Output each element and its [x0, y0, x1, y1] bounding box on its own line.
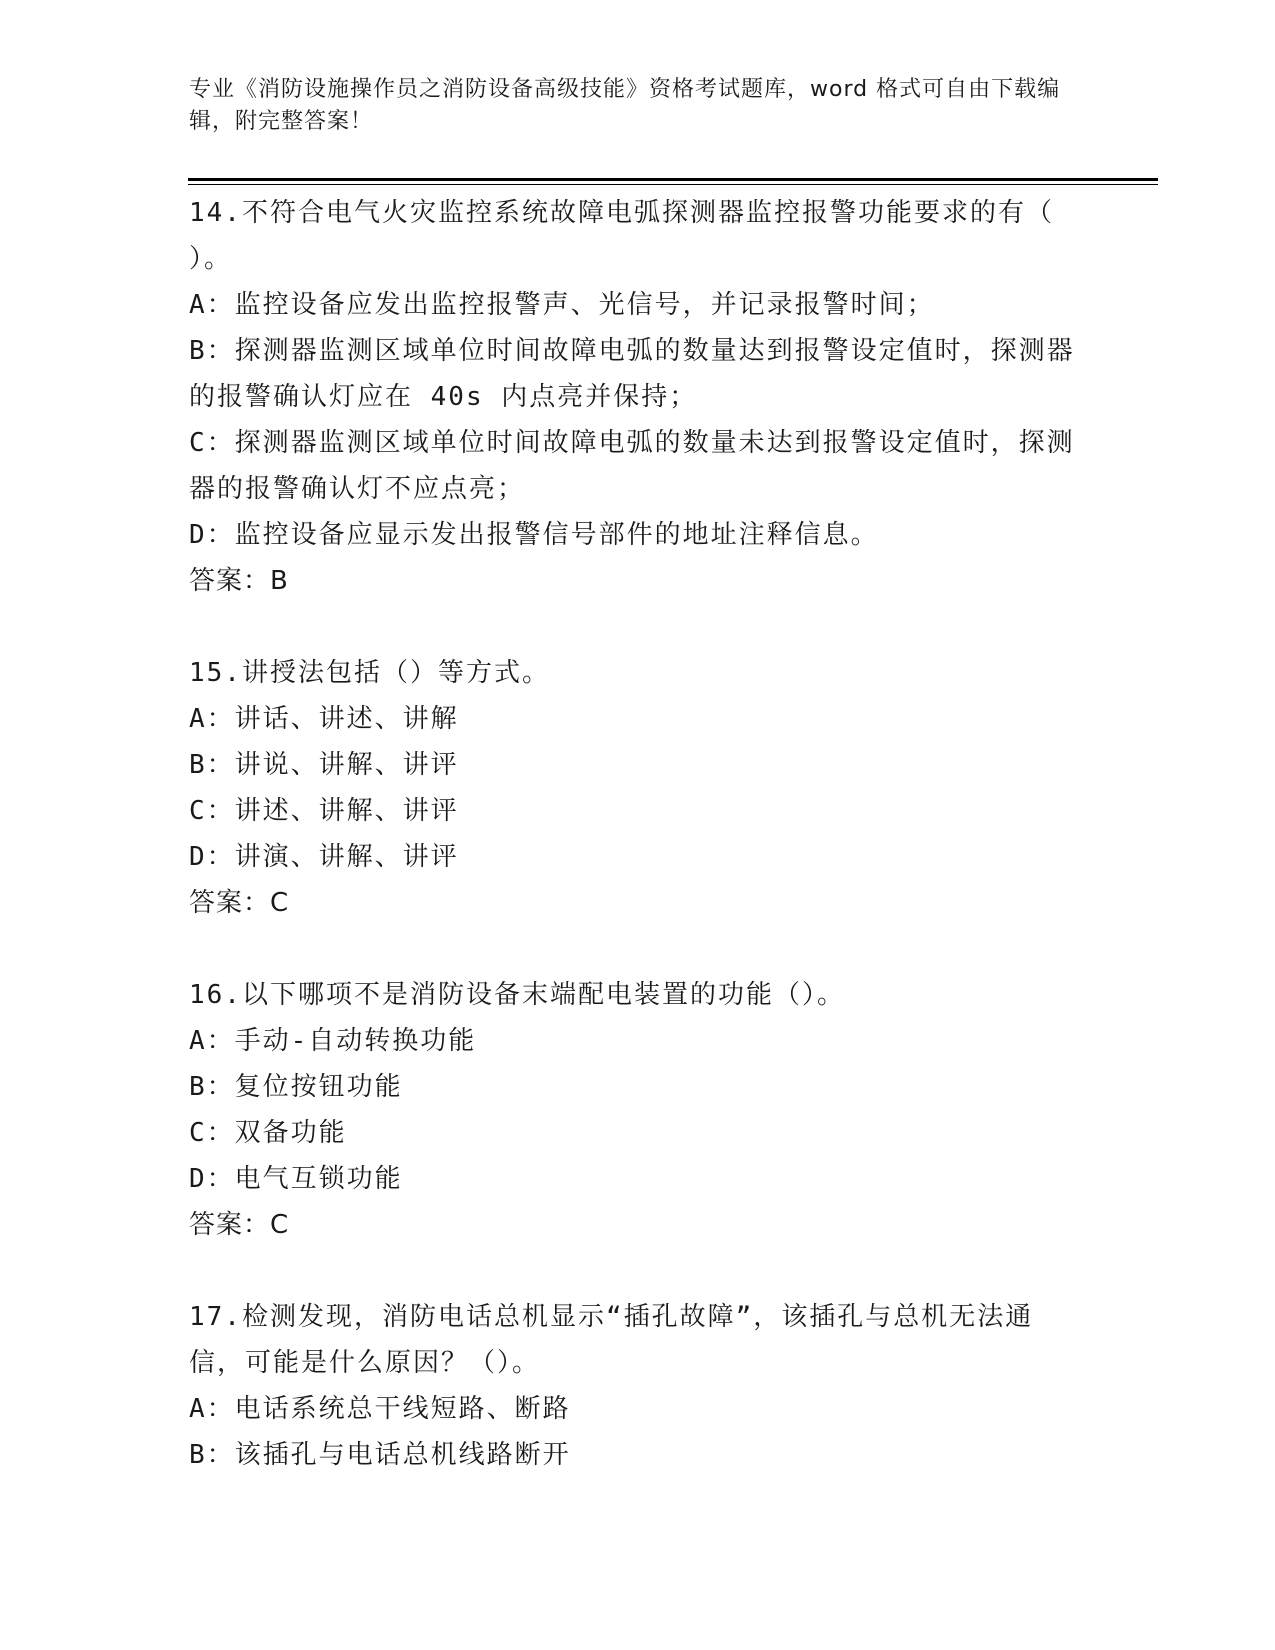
- answer-line: 答案：C: [189, 1210, 290, 1240]
- option-b: B：该插孔与电话总机线路断开: [189, 1440, 571, 1470]
- option-d: D：讲演、讲解、讲评: [189, 842, 459, 872]
- option-d: D：电气互锁功能: [189, 1164, 403, 1194]
- question-15: [189, 650, 1079, 926]
- option-a: A：手动-自动转换功能: [189, 1026, 477, 1056]
- question-list: [189, 190, 1079, 1524]
- document-header: 专业《消防设施操作员之消防设备高级技能》资格考试题库，word 格式可自由下载编辑，附完整答案！: [189, 77, 1061, 134]
- option-d: D：监控设备应显示发出报警信号部件的地址注释信息。: [189, 520, 879, 550]
- option-c: C：讲述、讲解、讲评: [189, 796, 459, 826]
- header-divider-thick: [188, 178, 1158, 181]
- header-divider-thin: [188, 184, 1158, 185]
- option-c: C：双备功能: [189, 1118, 347, 1148]
- option-c: C：探测器监测区域单位时间故障电弧的数量未达到报警设定值时，探测器的报警确认灯不应点亮；: [189, 428, 1075, 504]
- option-b: B：复位按钮功能: [189, 1072, 403, 1102]
- question-16: [189, 972, 1079, 1248]
- option-a: A：讲话、讲述、讲解: [189, 704, 459, 734]
- question-stem: 14.不符合电气火灾监控系统故障电弧探测器监控报警功能要求的有（ ）。: [189, 198, 1054, 274]
- question-17: [189, 1294, 1079, 1478]
- question-stem: 16.以下哪项不是消防设备末端配电装置的功能（）。: [189, 980, 845, 1010]
- option-a: A：电话系统总干线短路、断路: [189, 1394, 571, 1424]
- answer-line: 答案：C: [189, 888, 290, 918]
- answer-line: 答案：B: [189, 566, 289, 596]
- question-stem: 15.讲授法包括（）等方式。: [189, 658, 550, 688]
- question-14: [189, 190, 1079, 604]
- option-a: A：监控设备应发出监控报警声、光信号，并记录报警时间；: [189, 290, 935, 320]
- option-b: B：讲说、讲解、讲评: [189, 750, 459, 780]
- question-stem: 17.检测发现，消防电话总机显示“插孔故障”，该插孔与总机无法通信，可能是什么原因？（）。: [189, 1302, 1034, 1378]
- option-b: B：探测器监测区域单位时间故障电弧的数量达到报警设定值时，探测器的报警确认灯应在 40s 内点亮并保持；: [189, 336, 1075, 412]
